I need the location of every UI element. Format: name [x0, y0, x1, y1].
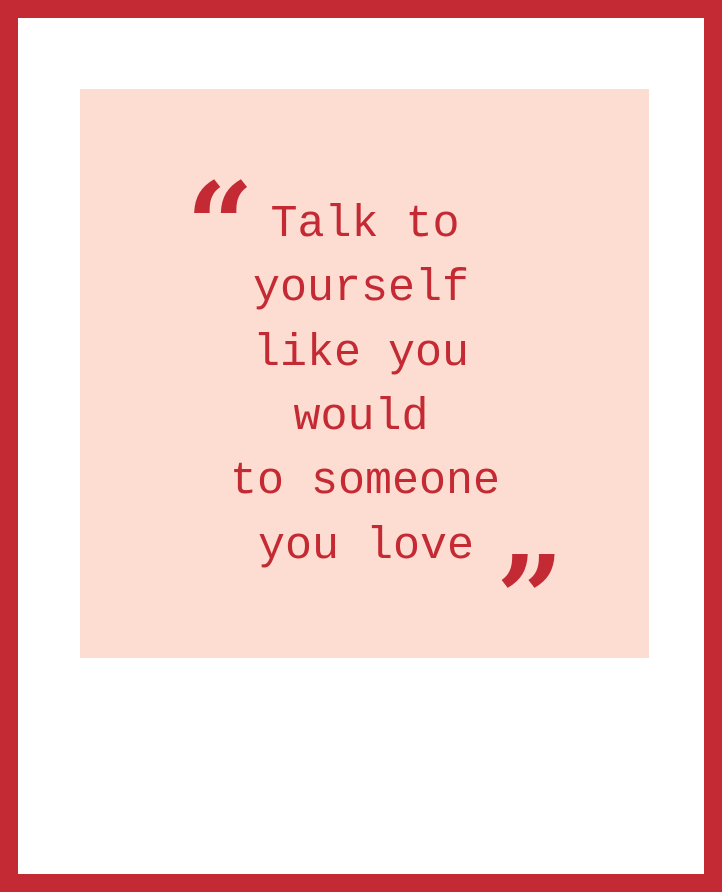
quote-line-4: would [293, 392, 429, 443]
quote-line-3: like you [252, 328, 470, 379]
quote-line-5: to someone [229, 456, 501, 507]
quote-line-1: Talk to [270, 199, 460, 250]
quote-line-6: you love [257, 521, 475, 572]
open-quote-mark-icon: “ [186, 156, 254, 295]
close-quote-mark-icon: ” [496, 529, 564, 668]
quote-line-2: yourself [252, 263, 470, 314]
